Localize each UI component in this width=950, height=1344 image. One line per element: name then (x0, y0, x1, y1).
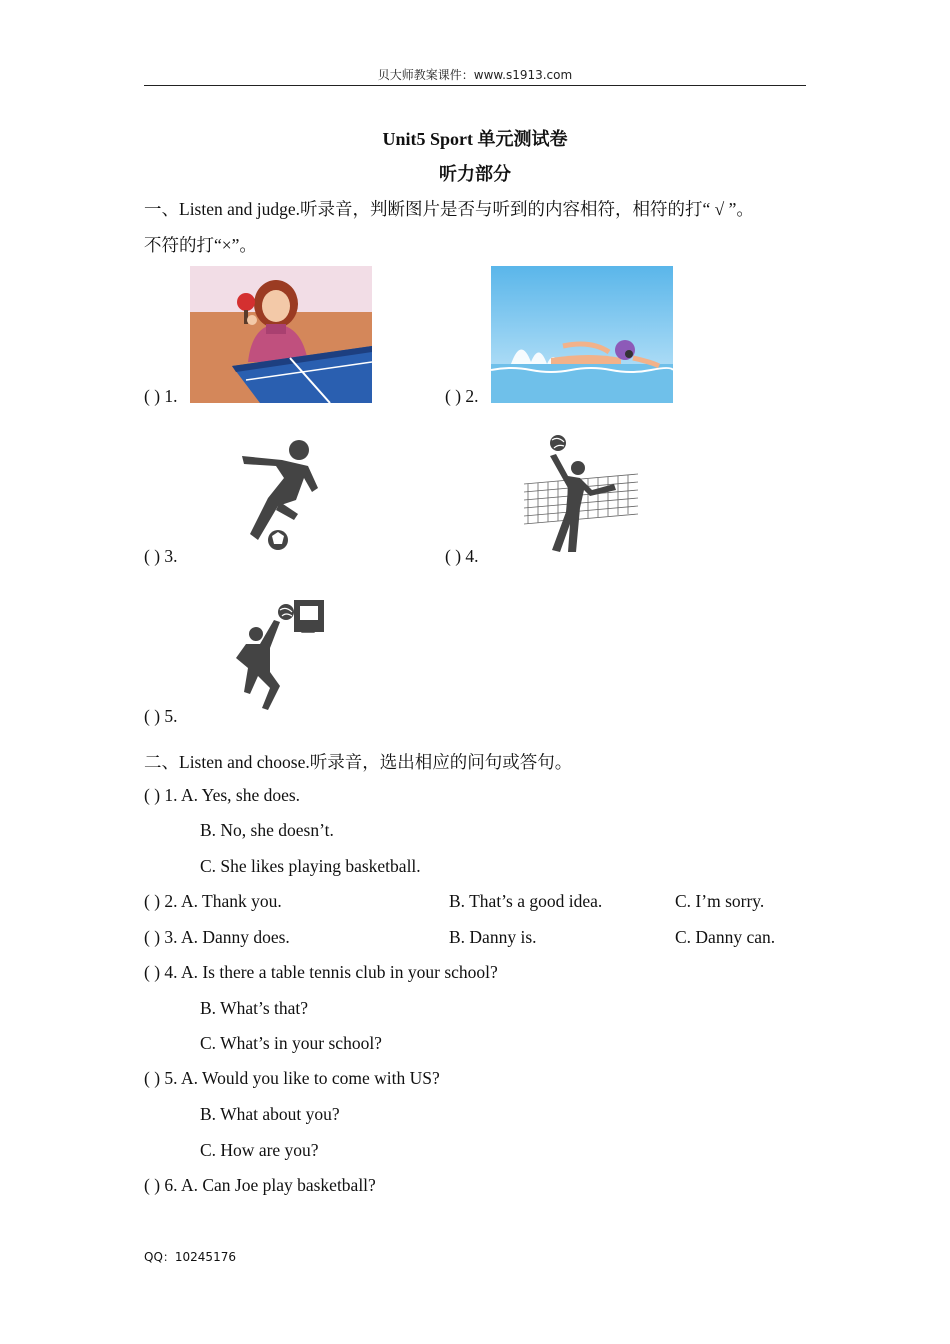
q6-option-a: ( ) 6. A. Can Joe play basketball? (144, 1175, 376, 1195)
section1-instruction: 一、Listen and judge.听录音，判断图片是否与听到的内容相符，相符的打“ √ ”。 (144, 199, 754, 219)
q1-option-b: B. No, she doesn’t. (200, 820, 334, 840)
section1-instruction-cont: 不符的打“×”。 (144, 235, 257, 255)
section-heading: 听力部分 (439, 164, 511, 184)
judge-item-3-label: ( ) 3. (144, 546, 178, 566)
page-title: Unit5 Sport 单元测试卷 (382, 129, 568, 149)
q5-option-b: B. What about you? (200, 1104, 340, 1124)
volleyball-player-icon (522, 434, 640, 554)
q2-option-b: B. That’s a good idea. (449, 891, 603, 911)
q3-option-c: C. Danny can. (675, 927, 776, 947)
q5-option-a: ( ) 5. A. Would you like to come with US? (144, 1068, 440, 1088)
q1-option-c: C. She likes playing basketball. (200, 856, 421, 876)
section2-instruction: 二、Listen and choose.听录音，选出相应的问句或答句。 (144, 752, 573, 772)
judge-item-4-label: ( ) 4. (445, 546, 479, 566)
swimmer-image (491, 266, 673, 403)
page-header: 贝大师教案课件：www.s1913.com (377, 68, 573, 82)
q2-option-c: C. I’m sorry. (675, 891, 765, 911)
basketball-player-icon (234, 598, 326, 712)
judge-item-1-label: ( ) 1. (144, 386, 178, 406)
q4-option-c: C. What’s in your school? (200, 1033, 382, 1053)
q3-option-a: ( ) 3. A. Danny does. (144, 927, 290, 947)
q2-option-a: ( ) 2. A. Thank you. (144, 891, 282, 911)
page-footer: QQ：10245176 (144, 1250, 236, 1264)
q4-option-a: ( ) 4. A. Is there a table tennis club in your school? (144, 962, 498, 982)
q4-option-b: B. What’s that? (200, 998, 309, 1018)
header-divider (144, 85, 806, 86)
q3-option-b: B. Danny is. (449, 927, 537, 947)
judge-item-2-label: ( ) 2. (445, 386, 479, 406)
football-player-icon (238, 436, 322, 552)
q5-option-c: C. How are you? (200, 1140, 319, 1160)
q1-option-a: ( ) 1. A. Yes, she does. (144, 785, 301, 805)
judge-item-5-label: ( ) 5. (144, 706, 178, 726)
table-tennis-girl-image (190, 266, 372, 403)
